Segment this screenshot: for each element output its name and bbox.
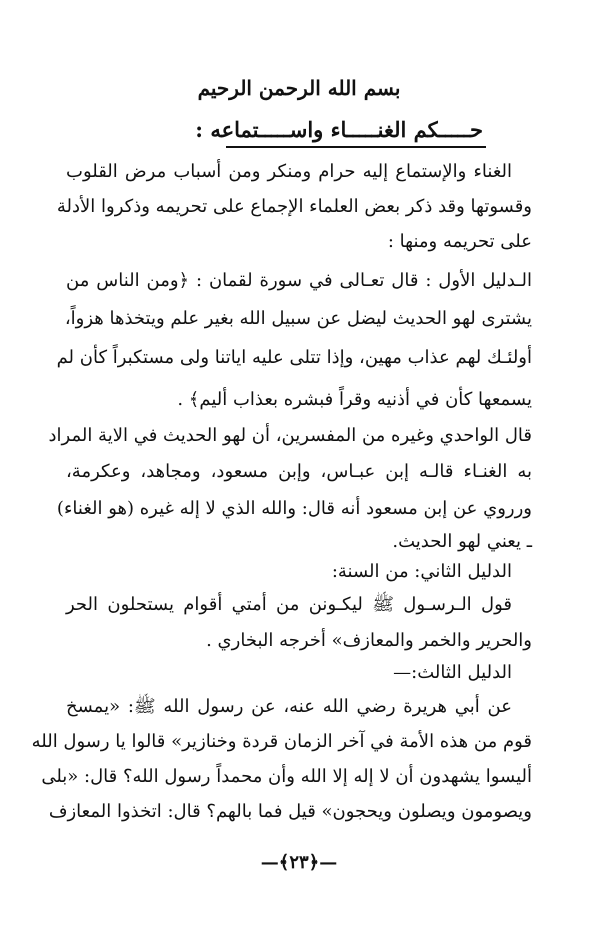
body-line: قوم من هذه الأمة في آخر الزمان قردة وخنازير» قالوا يا رسول الله <box>31 731 532 752</box>
body-line: والحرير والخمر والمعازف» أخرجه البخاري . <box>206 630 532 651</box>
basmala: بسم الله الرحمن الرحيم <box>197 76 401 100</box>
body-line: ويصومون ويصلون ويحجون» قيل فما بالهم؟ قال: اتخذوا المعازف <box>48 801 532 822</box>
body-line: أولئـك لهم عذاب مهين، وإذا تتلى عليه اياتنا ولى مستكبراً كأن لم <box>56 347 532 368</box>
body-line: به الغنـاء قالـه إبن عبـاس، وإبن مسعود، ومجاهد، وعكرمة، <box>66 461 532 482</box>
body-line: يسمعها كأن في أذنيه وقراً فبشره بعذاب أليم﴾ . <box>177 389 532 410</box>
body-line: أليسوا يشهدون أن لا إله إلا الله وأن محمداً رسول الله؟ قال: «بلى <box>41 766 532 787</box>
body-line: يشترى لهو الحديث ليضل عن سبيل الله بغير علم ويتخذها هزواً، <box>64 308 532 329</box>
body-line: قول الـرسـول ﷺ ليكـونن من أمتي أقوام يستحلون الحر <box>66 594 512 615</box>
heading-underline <box>226 146 486 148</box>
body-line: عن أبي هريرة رضي الله عنه، عن رسول الله ﷺ: «يمسخ <box>66 696 512 717</box>
body-line: ورروي عن إبن مسعود أنه قال: والله الذي لا إله غيره (هو الغناء) <box>56 498 532 519</box>
body-line: الدليل الثالث:— <box>393 662 512 683</box>
body-line: الغناء والإستماع إليه حرام ومنكر ومن أسباب مرض القلوب <box>66 161 512 182</box>
body-line: على تحريمه ومنها : <box>387 231 532 252</box>
page-number: —﴿٢٣﴾— <box>260 852 338 873</box>
body-line: وقسوتها وقد ذكر بعض العلماء الإجماع على تحريمه وذكروا الأدلة <box>56 196 532 217</box>
body-line: ـ يعني لهو الحديث. <box>392 531 532 552</box>
section-heading: حـــــكم الغنـــــاء واســـــتماعه : <box>195 117 483 142</box>
body-line: قال الواحدي وغيره من المفسرين، أن لهو الحديث في الاية المراد <box>48 425 532 446</box>
body-line: الـدليل الأول : قال تعـالى في سورة لقمان : ﴿ومن الناس من <box>66 270 532 291</box>
body-line: الدليل الثاني: من السنة: <box>331 561 512 582</box>
